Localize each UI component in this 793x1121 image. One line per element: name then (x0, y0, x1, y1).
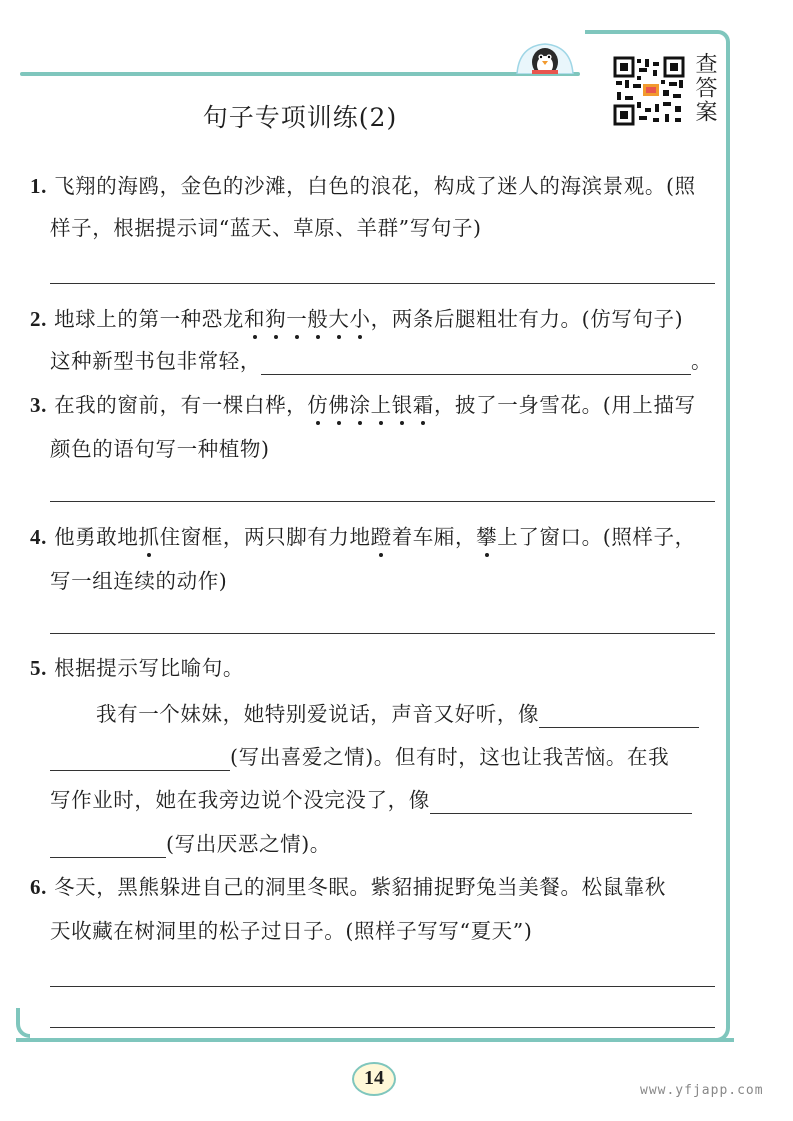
q5-answer-blank-2a[interactable] (430, 791, 692, 814)
q5-answer-blank-2b[interactable] (50, 835, 166, 858)
q3-emphasis-char: 霜 (412, 393, 434, 417)
q2-line1 (30, 305, 683, 333)
q3-emphasis-char: 银 (391, 393, 413, 417)
q5-answer-blank-1b[interactable] (50, 748, 230, 771)
q2-emphasis-char: 般 (307, 307, 329, 331)
q4-text-c: 着车厢， (391, 525, 477, 549)
q5-prompt: 根据提示写比喻句。 (54, 656, 244, 680)
q4-text-line2: 写一组连续的动作) (50, 569, 228, 593)
q6-number: 6. (30, 875, 47, 899)
q5-text-line2: (写出喜爱之情)。但有时，这也让我苦恼。在我 (230, 745, 670, 769)
q3-emphasis-char: 涂 (349, 393, 371, 417)
q3-text-line2: 颜色的语句写一种植物) (50, 437, 270, 461)
q4-text-b: 住窗框，两只脚有力地 (159, 525, 371, 549)
q1-answer-line[interactable] (50, 283, 715, 284)
q4-emphasis-char: 攀 (476, 525, 498, 549)
q2-answer-blank[interactable] (261, 352, 691, 375)
q4-answer-line[interactable] (50, 633, 715, 634)
q5-answer-blank-1a[interactable] (539, 705, 699, 728)
q5-line4 (50, 830, 331, 858)
q4-text-a: 他勇敢地 (54, 525, 139, 549)
penguin-mascot-icon (515, 40, 575, 74)
q6-answer-line-1[interactable] (50, 986, 715, 987)
q2-end-mark: 。 (691, 349, 713, 373)
frame-bottom-border (16, 1038, 734, 1042)
q6-text-line1: 冬天，黑熊躲进自己的洞里冬眠。紫貂捕捉野兔当美餐。松鼠靠秋 (54, 875, 666, 899)
q2-text-a: 地球上的第一种恐龙 (54, 307, 244, 331)
q5-number: 5. (30, 656, 47, 680)
q4-text-e: 上了窗口。(照样子， (497, 525, 696, 549)
q3-text-a: 在我的窗前，有一棵白桦， (54, 393, 308, 417)
q1-number: 1. (30, 174, 47, 198)
q5-text-line4: (写出厌恶之情)。 (166, 832, 331, 856)
q2-emphasis-char: 和 (243, 307, 266, 331)
q3-emphasis-char: 佛 (328, 393, 350, 417)
q3-emphasis-char: 上 (370, 393, 392, 417)
q3-number: 3. (30, 393, 47, 417)
q1-text-line2: 样子，根据提示词“蓝天、草原、羊群”写句子) (50, 216, 482, 240)
q5-text-line1: 我有一个妹妹，她特别爱说话，声音又好听，像 (96, 702, 540, 726)
q2-text-line2: 这种新型书包非常轻， (50, 349, 261, 373)
q3-line1 (30, 391, 696, 419)
q2-line2 (50, 347, 712, 375)
q4-line1 (30, 523, 696, 551)
q4-emphasis-char: 抓 (138, 525, 160, 549)
q2-emphasis-char: 大 (328, 307, 350, 331)
q2-text-b: ，两条后腿粗壮有力。(仿写句子) (370, 307, 684, 331)
frame-top-border (20, 72, 580, 76)
q1-text-line1: 飞翔的海鸥，金色的沙滩，白色的浪花，构成了迷人的海滨景观。(照 (54, 174, 696, 198)
frame-left-corner (16, 1008, 30, 1038)
q2-emphasis-char: 一 (286, 307, 308, 331)
qr-code-icon[interactable] (613, 56, 685, 126)
q2-emphasis-char: 小 (349, 307, 371, 331)
qr-answer-label: 查答案 (692, 52, 717, 124)
q5-prompt-line (30, 654, 244, 682)
q6-text-line2: 天收藏在树洞里的松子过日子。(照样子写写“夏天”) (50, 919, 533, 943)
q5-line3 (50, 786, 692, 814)
q6-answer-line-2[interactable] (50, 1027, 715, 1028)
q3-answer-line[interactable] (50, 501, 715, 502)
q5-text-line3: 写作业时，她在我旁边说个没完没了，像 (50, 788, 430, 812)
page-number: 14 (352, 1062, 396, 1096)
q6-line1 (30, 873, 666, 901)
q4-emphasis-char: 蹬 (370, 525, 392, 549)
q5-line2 (50, 743, 669, 771)
q3-text-b: ，披了一身雪花。(用上描写 (433, 393, 696, 417)
q1-line1 (30, 172, 696, 200)
q4-number: 4. (30, 525, 47, 549)
q5-line1 (96, 700, 699, 728)
page-title: 句子专项训练(2) (202, 103, 398, 132)
watermark: www.yfjapp.com (640, 1083, 764, 1098)
q3-emphasis-char: 仿 (307, 393, 329, 417)
q2-number: 2. (30, 307, 47, 331)
q2-emphasis-char: 狗 (265, 307, 287, 331)
